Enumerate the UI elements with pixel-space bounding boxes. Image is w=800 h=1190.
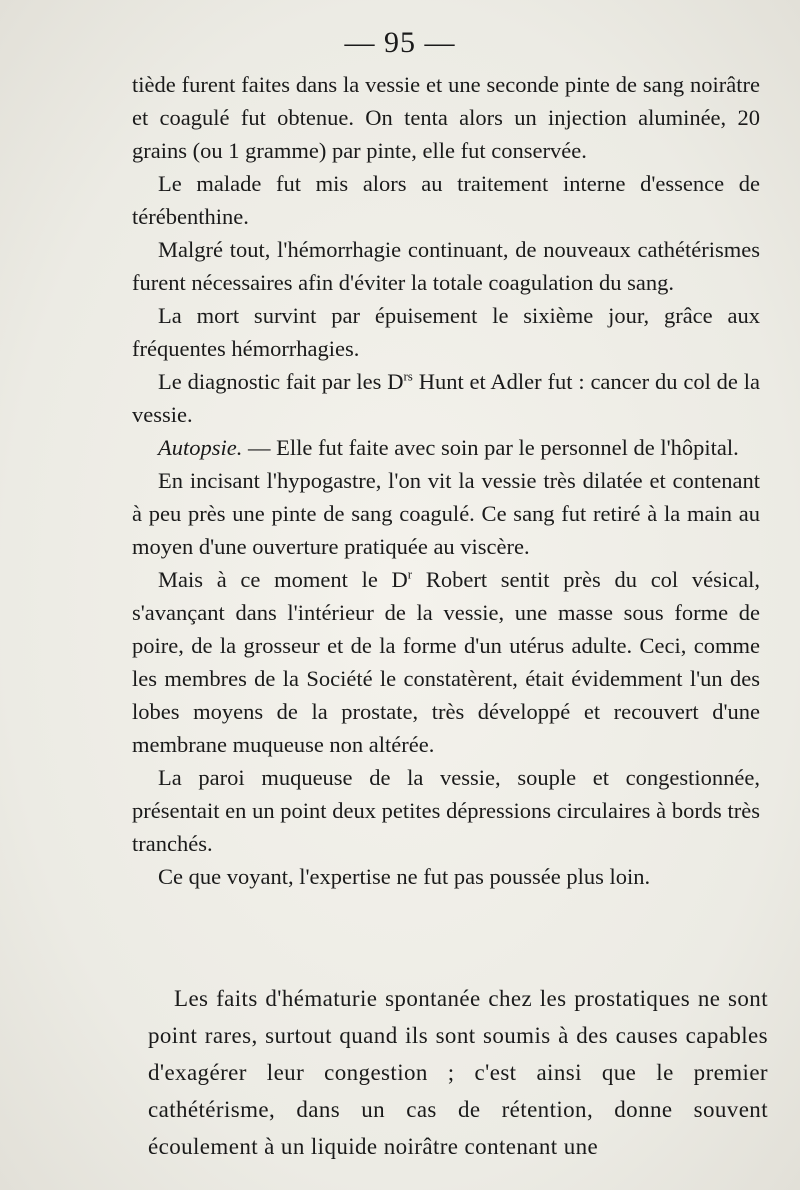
paragraph: Malgré tout, l'hémorrhagie continuant, de nouveaux cathétérismes furent nécessaires afin d'éviter la totale coagulation du sang. — [132, 237, 760, 295]
diagnostic-text-start: Le diagnostic fait par les D — [158, 369, 404, 394]
paragraph-robert — [132, 563, 760, 761]
doctors-abbrev-superscript: rs — [403, 368, 413, 384]
diagnostic-text-end: Hunt et Adler fut : cancer du col de la vessie. — [132, 369, 761, 427]
robert-text-end: Robert sentit près du col vésical, s'avançant dans l'intérieur de la vessie, une masse sous forme de poire, de la grosseur et de la forme d'un utérus adulte. Ceci, comme les membres de la Société le constatèrent, était évidemment l'un des lobes moyens de la prostate, très développé et recouvert d'une membrane muqueuse non altérée. — [132, 567, 760, 757]
robert-text-start: Mais à ce moment le D — [158, 567, 408, 592]
paragraph: Les faits d'hématurie spontanée chez les prostatiques ne sont point rares, surtout quand ils sont soumis à des causes capables d'exagérer leur congestion ; c'est ainsi que le premier cathétérisme, dans un cas de rétention, donne souvent écoulement à un liquide noirâtre contenant une — [148, 986, 768, 1159]
paragraph: La mort survint par épuisement le sixième jour, grâce aux fréquentes hémorrhagies. — [132, 303, 760, 361]
paragraph: En incisant l'hypogastre, l'on vit la vessie très dilatée et contenant à peu près une pinte de sang coagulé. Ce sang fut retiré à la main au moyen d'une ouverture pratiquée au viscère. — [132, 468, 760, 559]
autopsy-text: — Elle fut faite avec soin par le personnel de l'hôpital. — [248, 435, 739, 460]
case-report-text — [132, 68, 760, 893]
paragraph: Le malade fut mis alors au traitement interne d'essence de térébenthine. — [132, 171, 760, 229]
autopsy-heading: Autopsie. — [158, 435, 243, 460]
paragraph: tiède furent faites dans la vessie et une seconde pinte de sang noirâtre et coagulé fut obtenue. On tenta alors un injection aluminée, 20 grains (ou 1 gramme) par pinte, elle fut conservée. — [132, 72, 760, 163]
paragraph: La paroi muqueuse de la vessie, souple et congestionnée, présentait en un point deux petites dépressions circulaires à bords très tranchés. — [132, 765, 760, 856]
doctor-abbrev-superscript: r — [407, 566, 413, 582]
commentary-text — [148, 980, 768, 1165]
page-number: — 95 — — [344, 26, 456, 59]
paragraph-diagnostic — [132, 365, 760, 431]
paragraph: Ce que voyant, l'expertise ne fut pas poussée plus loin. — [158, 864, 651, 889]
paragraph-autopsy — [132, 431, 760, 464]
